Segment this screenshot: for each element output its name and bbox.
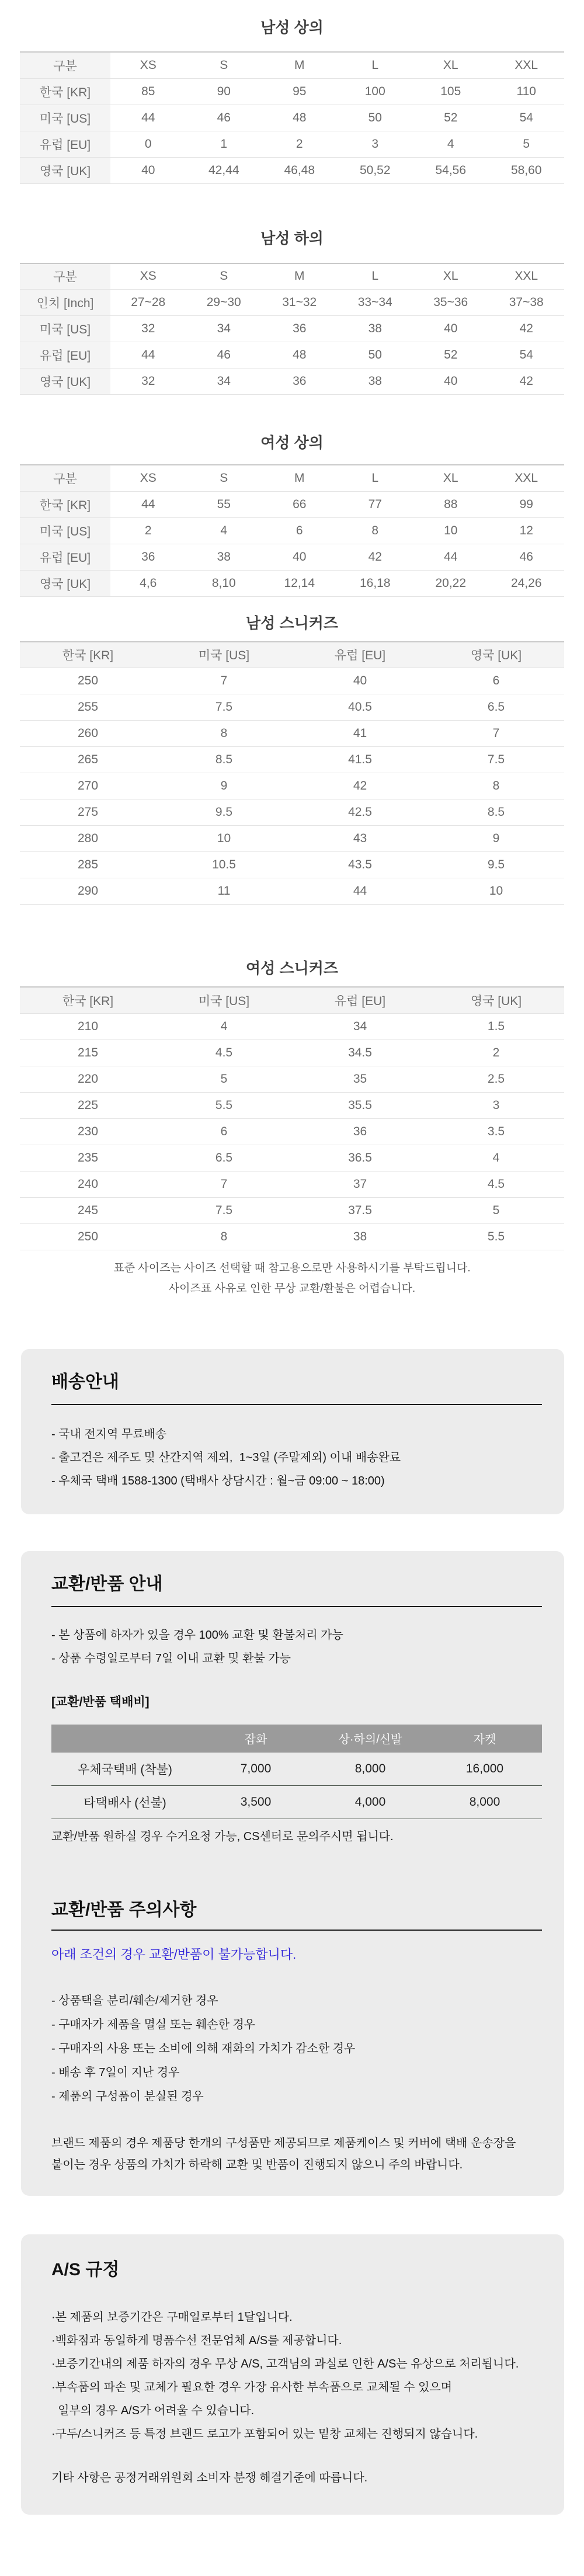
size-cell: 4	[428, 1145, 564, 1171]
size-cell: 24,26	[489, 570, 565, 596]
size-cell: 4.5	[428, 1171, 564, 1197]
size-cell: 0	[110, 131, 186, 157]
table-row	[20, 1013, 564, 1040]
column-header: 영국 [UK]	[428, 642, 564, 668]
size-cell: 85	[110, 78, 186, 105]
size-cell: 41	[292, 721, 428, 747]
size-cell: 12	[489, 517, 565, 544]
size-cell: 7.5	[156, 1197, 292, 1223]
table-row	[20, 570, 564, 596]
table-row	[20, 1171, 564, 1197]
size-cell: 235	[20, 1145, 156, 1171]
table-row	[20, 987, 564, 1013]
size-cell: 7.5	[428, 747, 564, 773]
table-row	[20, 642, 564, 668]
as-bullets	[51, 2309, 542, 2442]
table-row	[20, 105, 564, 131]
table-row	[20, 157, 564, 183]
size-cell: 3	[428, 1092, 564, 1118]
size-cell: 99	[489, 491, 565, 517]
column-header: S	[186, 263, 262, 290]
exchange-info-box	[21, 1551, 564, 2196]
row-label: 한국 [KR]	[20, 78, 110, 105]
row-label: 유럽 [EU]	[20, 131, 110, 157]
fee-cell: 3,500	[199, 1786, 313, 1819]
note-line: 표준 사이즈는 사이즈 선택할 때 참고용으로만 사용하시기를 부탁드립니다.	[113, 1261, 471, 1274]
row-label: 유럽 [EU]	[20, 544, 110, 570]
fee-row-label: 우체국택배 (착불)	[51, 1753, 199, 1786]
exchange-bullets	[51, 1627, 542, 1667]
size-cell: 6	[428, 668, 564, 694]
size-cell: 38	[338, 316, 413, 342]
size-cell: 44	[413, 544, 489, 570]
section-title-as: A/S 규정	[51, 2259, 120, 2279]
size-cell: 10.5	[156, 852, 292, 878]
table-row	[20, 1092, 564, 1118]
table-row	[20, 799, 564, 826]
shipping-bullets	[51, 1426, 542, 1489]
table-row	[20, 131, 564, 157]
table-row	[20, 52, 564, 78]
size-cell: 260	[20, 721, 156, 747]
size-cell: 46	[186, 342, 262, 369]
column-header: 영국 [UK]	[428, 987, 564, 1013]
size-cell: 7	[428, 721, 564, 747]
size-cell: 6	[262, 517, 338, 544]
size-cell: 6	[156, 1118, 292, 1145]
table-row	[20, 369, 564, 395]
table-row	[20, 826, 564, 852]
table-row	[20, 773, 564, 799]
column-header: XL	[413, 52, 489, 78]
size-cell: 220	[20, 1066, 156, 1092]
size-cell: 52	[413, 105, 489, 131]
size-cell: 38	[292, 1223, 428, 1250]
size-cell: 55	[186, 491, 262, 517]
fee-cell: 8,000	[313, 1753, 427, 1786]
column-header: L	[338, 52, 413, 78]
size-cell: 37~38	[489, 290, 565, 316]
size-cell: 3.5	[428, 1118, 564, 1145]
table-row	[20, 517, 564, 544]
size-cell: 48	[262, 105, 338, 131]
size-cell: 100	[338, 78, 413, 105]
title-rule	[51, 1404, 542, 1405]
size-cell: 1.5	[428, 1013, 564, 1040]
bullet-line: ·부속품의 파손 및 교체가 필요한 경우 가장 유사한 부속품으로 교체될 수 있으며	[51, 2380, 453, 2394]
row-label: 미국 [US]	[20, 105, 110, 131]
table-row	[20, 852, 564, 878]
size-cell: 7	[156, 1171, 292, 1197]
size-cell: 58,60	[489, 157, 565, 183]
column-header: XXL	[489, 52, 565, 78]
shipping-info-box	[21, 1349, 564, 1514]
size-cell: 5	[489, 131, 565, 157]
size-cell: 27~28	[110, 290, 186, 316]
column-header: XS	[110, 52, 186, 78]
column-header: S	[186, 465, 262, 491]
size-cell: 35	[292, 1066, 428, 1092]
table-row	[20, 878, 564, 905]
size-cell: 8	[338, 517, 413, 544]
row-label: 미국 [US]	[20, 517, 110, 544]
fee-table-label: [교환/반품 택배비]	[51, 1695, 150, 1709]
chart-title-womens-sneakers: 여성 스니커즈	[246, 960, 338, 977]
section-title-caution: 교환/반품 주의사항	[51, 1900, 197, 1920]
as-footer-line: 기타 사항은 공정거래위원회 소비자 분쟁 해결기준에 따릅니다.	[51, 2471, 368, 2484]
size-cell: 42,44	[186, 157, 262, 183]
size-cell: 33~34	[338, 290, 413, 316]
size-cell: 270	[20, 773, 156, 799]
size-cell: 34	[186, 316, 262, 342]
fee-cell: 16,000	[427, 1753, 542, 1786]
size-cell: 32	[110, 369, 186, 395]
warning-text: 아래 조건의 경우 교환/반품이 불가능합니다.	[51, 1947, 297, 1962]
size-cell: 3	[338, 131, 413, 157]
size-cell: 50,52	[338, 157, 413, 183]
table-row	[20, 1197, 564, 1223]
size-cell: 10	[428, 878, 564, 905]
size-cell: 54	[489, 342, 565, 369]
size-cell: 46	[186, 105, 262, 131]
size-cell: 8.5	[156, 747, 292, 773]
size-cell: 4	[413, 131, 489, 157]
size-cell: 230	[20, 1118, 156, 1145]
bullet-line: ·백화점과 동일하게 명품수선 전문업체 A/S를 제공합니다.	[51, 2334, 342, 2347]
fee-cell: 4,000	[313, 1786, 427, 1819]
size-cell: 210	[20, 1013, 156, 1040]
table-row	[20, 1223, 564, 1250]
size-cell: 9	[156, 773, 292, 799]
bullet-line: - 우체국 택배 1588-1300 (택배사 상담시간 : 월~금 09:00 ~ 18:00)	[51, 1474, 385, 1487]
table-row	[20, 1118, 564, 1145]
table-row	[20, 694, 564, 721]
bullet-line: - 구매자가 제품을 멸실 또는 훼손한 경우	[51, 2018, 256, 2031]
row-label-header: 구분	[20, 52, 110, 78]
size-cell: 42.5	[292, 799, 428, 826]
size-cell: 265	[20, 747, 156, 773]
size-table-womens-sneakers	[20, 986, 564, 1250]
size-cell: 16,18	[338, 570, 413, 596]
title-rule	[51, 1930, 542, 1931]
size-cell: 54,56	[413, 157, 489, 183]
column-header: XS	[110, 263, 186, 290]
table-row	[20, 290, 564, 316]
table-row	[51, 1786, 542, 1819]
table-row	[51, 1725, 542, 1753]
size-cell: 44	[292, 878, 428, 905]
size-cell: 9	[428, 826, 564, 852]
row-label-header: 구분	[20, 263, 110, 290]
row-label: 영국 [UK]	[20, 369, 110, 395]
row-label: 영국 [UK]	[20, 570, 110, 596]
size-table-mens-sneakers	[20, 641, 564, 905]
fee-cell: 8,000	[427, 1786, 542, 1819]
size-cell: 245	[20, 1197, 156, 1223]
size-cell: 4	[156, 1013, 292, 1040]
size-cell: 42	[489, 369, 565, 395]
size-cell: 275	[20, 799, 156, 826]
as-info-box	[21, 2234, 564, 2515]
column-header: 미국 [US]	[156, 987, 292, 1013]
size-cell: 215	[20, 1040, 156, 1066]
column-header: XS	[110, 465, 186, 491]
size-cell: 40	[413, 369, 489, 395]
bullet-line: ·본 제품의 보증기간은 구매일로부터 1달입니다.	[51, 2310, 293, 2324]
size-cell: 36	[292, 1118, 428, 1145]
size-cell: 46,48	[262, 157, 338, 183]
size-cell: 255	[20, 694, 156, 721]
size-cell: 38	[186, 544, 262, 570]
section-title-exchange: 교환/반품 안내	[51, 1574, 163, 1594]
size-cell: 52	[413, 342, 489, 369]
size-cell: 10	[156, 826, 292, 852]
size-cell: 77	[338, 491, 413, 517]
size-cell: 105	[413, 78, 489, 105]
size-chart-notes	[0, 1261, 584, 1296]
bullet-line: - 본 상품에 하자가 있을 경우 100% 교환 및 환불처리 가능	[51, 1628, 343, 1642]
size-cell: 43.5	[292, 852, 428, 878]
size-cell: 36.5	[292, 1145, 428, 1171]
size-cell: 40	[110, 157, 186, 183]
size-cell: 88	[413, 491, 489, 517]
size-cell: 5	[156, 1066, 292, 1092]
size-table-mens-bottom	[20, 263, 564, 395]
table-row	[20, 1066, 564, 1092]
size-cell: 41.5	[292, 747, 428, 773]
size-cell: 48	[262, 342, 338, 369]
size-cell: 34	[292, 1013, 428, 1040]
size-cell: 1	[186, 131, 262, 157]
chart-title-mens-sneakers: 남성 스니커즈	[246, 614, 338, 632]
size-cell: 37	[292, 1171, 428, 1197]
size-cell: 11	[156, 878, 292, 905]
column-header: M	[262, 263, 338, 290]
size-cell: 285	[20, 852, 156, 878]
column-header: XXL	[489, 263, 565, 290]
bullet-line: - 제품의 구성품이 분실된 경우	[51, 2090, 204, 2103]
size-cell: 9.5	[428, 852, 564, 878]
size-cell: 36	[262, 369, 338, 395]
fee-column-header: 자켓	[427, 1725, 542, 1753]
size-cell: 4,6	[110, 570, 186, 596]
size-cell: 2	[262, 131, 338, 157]
size-cell: 20,22	[413, 570, 489, 596]
bullet-line: ·보증기간내의 제품 하자의 경우 무상 A/S, 고객님의 과실로 인한 A/S는 유상으로 처리됩니다.	[51, 2357, 519, 2370]
fee-table	[51, 1725, 542, 1820]
bullet-line: - 구매자의 사용 또는 소비에 의해 재화의 가치가 감소한 경우	[51, 2042, 356, 2055]
size-cell: 9.5	[156, 799, 292, 826]
size-cell: 42	[489, 316, 565, 342]
bullet-line: - 출고건은 제주도 및 산간지역 제외, 1~3일 (주말제외) 이내 배송완료	[51, 1451, 401, 1464]
row-label-header: 구분	[20, 465, 110, 491]
paragraph-line: 브랜드 제품의 경우 제품당 한개의 구성품만 제공되므로 제품케이스 및 커버에 택배 운송장을	[51, 2137, 516, 2150]
size-cell: 8	[428, 773, 564, 799]
row-label: 인치 [Inch]	[20, 290, 110, 316]
note-line: 사이즈표 사유로 인한 무상 교환/환불은 어렵습니다.	[168, 1282, 416, 1295]
fee-row-label: 타택배사 (선불)	[51, 1786, 199, 1819]
caution-paragraph	[51, 2135, 542, 2173]
column-header: 미국 [US]	[156, 642, 292, 668]
fee-cell: 7,000	[199, 1753, 313, 1786]
size-cell: 290	[20, 878, 156, 905]
row-label: 영국 [UK]	[20, 157, 110, 183]
size-cell: 40	[262, 544, 338, 570]
size-cell: 250	[20, 1223, 156, 1250]
size-cell: 2	[428, 1040, 564, 1066]
fee-table-body	[51, 1753, 542, 1819]
row-label: 유럽 [EU]	[20, 342, 110, 369]
size-cell: 250	[20, 668, 156, 694]
table-row	[20, 263, 564, 290]
table-row	[20, 78, 564, 105]
column-header: XXL	[489, 465, 565, 491]
size-cell: 8.5	[428, 799, 564, 826]
size-table-womens-top	[20, 464, 564, 597]
table-row	[20, 544, 564, 570]
size-cell: 32	[110, 316, 186, 342]
title-rule	[51, 1606, 542, 1607]
column-header: M	[262, 465, 338, 491]
size-cell: 2.5	[428, 1066, 564, 1092]
size-cell: 38	[338, 369, 413, 395]
column-header: 유럽 [EU]	[292, 642, 428, 668]
bullet-line: - 상품택을 분리/훼손/제거한 경우	[51, 1994, 218, 2007]
size-cell: 6.5	[156, 1145, 292, 1171]
size-cell: 40.5	[292, 694, 428, 721]
table-row	[20, 491, 564, 517]
size-cell: 54	[489, 105, 565, 131]
caution-bullets	[51, 1993, 542, 2105]
size-cell: 36	[262, 316, 338, 342]
size-cell: 44	[110, 491, 186, 517]
size-cell: 12,14	[262, 570, 338, 596]
column-header: 유럽 [EU]	[292, 987, 428, 1013]
table-row	[20, 316, 564, 342]
row-label: 미국 [US]	[20, 316, 110, 342]
size-cell: 4	[186, 517, 262, 544]
size-cell: 6.5	[428, 694, 564, 721]
size-cell: 5.5	[156, 1092, 292, 1118]
bullet-line: - 상품 수령일로부터 7일 이내 교환 및 환불 가능	[51, 1652, 291, 1665]
column-header: 한국 [KR]	[20, 987, 156, 1013]
paragraph-line: 붙이는 경우 상품의 가치가 하락해 교환 및 반품이 진행되지 않으니 주의 바랍니다.	[51, 2158, 463, 2171]
table-row	[20, 747, 564, 773]
size-cell: 90	[186, 78, 262, 105]
size-cell: 34	[186, 369, 262, 395]
size-cell: 34.5	[292, 1040, 428, 1066]
table-row	[20, 668, 564, 694]
size-cell: 40	[292, 668, 428, 694]
size-cell: 7.5	[156, 694, 292, 721]
size-cell: 42	[338, 544, 413, 570]
size-cell: 66	[262, 491, 338, 517]
size-cell: 44	[110, 342, 186, 369]
size-cell: 35~36	[413, 290, 489, 316]
size-cell: 240	[20, 1171, 156, 1197]
size-cell: 95	[262, 78, 338, 105]
size-cell: 43	[292, 826, 428, 852]
table-row	[51, 1753, 542, 1786]
size-cell: 225	[20, 1092, 156, 1118]
table-row	[20, 721, 564, 747]
column-header: S	[186, 52, 262, 78]
size-cell: 37.5	[292, 1197, 428, 1223]
size-cell: 4.5	[156, 1040, 292, 1066]
bullet-line: 일부의 경우 A/S가 어려울 수 있습니다.	[51, 2404, 255, 2417]
size-cell: 8,10	[186, 570, 262, 596]
size-cell: 36	[110, 544, 186, 570]
size-cell: 110	[489, 78, 565, 105]
size-cell: 44	[110, 105, 186, 131]
chart-title-mens-top: 남성 상의	[260, 19, 324, 36]
size-cell: 8	[156, 721, 292, 747]
table-row	[20, 1145, 564, 1171]
size-cell: 40	[413, 316, 489, 342]
size-cell: 8	[156, 1223, 292, 1250]
section-title-shipping: 배송안내	[51, 1372, 119, 1392]
size-cell: 280	[20, 826, 156, 852]
size-cell: 10	[413, 517, 489, 544]
column-header: 한국 [KR]	[20, 642, 156, 668]
size-cell: 2	[110, 517, 186, 544]
table-row	[20, 1040, 564, 1066]
size-cell: 5.5	[428, 1223, 564, 1250]
size-cell: 46	[489, 544, 565, 570]
size-cell: 42	[292, 773, 428, 799]
size-cell: 35.5	[292, 1092, 428, 1118]
fee-note: 교환/반품 원하실 경우 수거요청 가능, CS센터로 문의주시면 됩니다.	[51, 1830, 394, 1843]
size-cell: 50	[338, 105, 413, 131]
size-cell: 7	[156, 668, 292, 694]
table-row	[20, 465, 564, 491]
bullet-line: ·구두/스니커즈 등 특정 브랜드 로고가 포함되어 있는 밑창 교체는 진행되지 않습니다.	[51, 2427, 478, 2441]
fee-column-header: 상·하의/신발	[313, 1725, 427, 1753]
bullet-line: - 국내 전지역 무료배송	[51, 1427, 167, 1441]
chart-title-mens-bottom: 남성 하의	[260, 229, 324, 247]
bullet-line: - 배송 후 7일이 지난 경우	[51, 2066, 180, 2079]
column-header: L	[338, 263, 413, 290]
size-cell: 29~30	[186, 290, 262, 316]
size-cell: 31~32	[262, 290, 338, 316]
column-header: L	[338, 465, 413, 491]
size-table-mens-top	[20, 51, 564, 184]
chart-title-womens-top: 여성 상의	[260, 434, 324, 451]
row-label: 한국 [KR]	[20, 491, 110, 517]
fee-column-header: 잡화	[199, 1725, 313, 1753]
size-cell: 5	[428, 1197, 564, 1223]
column-header: XL	[413, 263, 489, 290]
fee-header-empty	[51, 1725, 199, 1753]
column-header: M	[262, 52, 338, 78]
size-cell: 50	[338, 342, 413, 369]
column-header: XL	[413, 465, 489, 491]
table-row	[20, 342, 564, 369]
